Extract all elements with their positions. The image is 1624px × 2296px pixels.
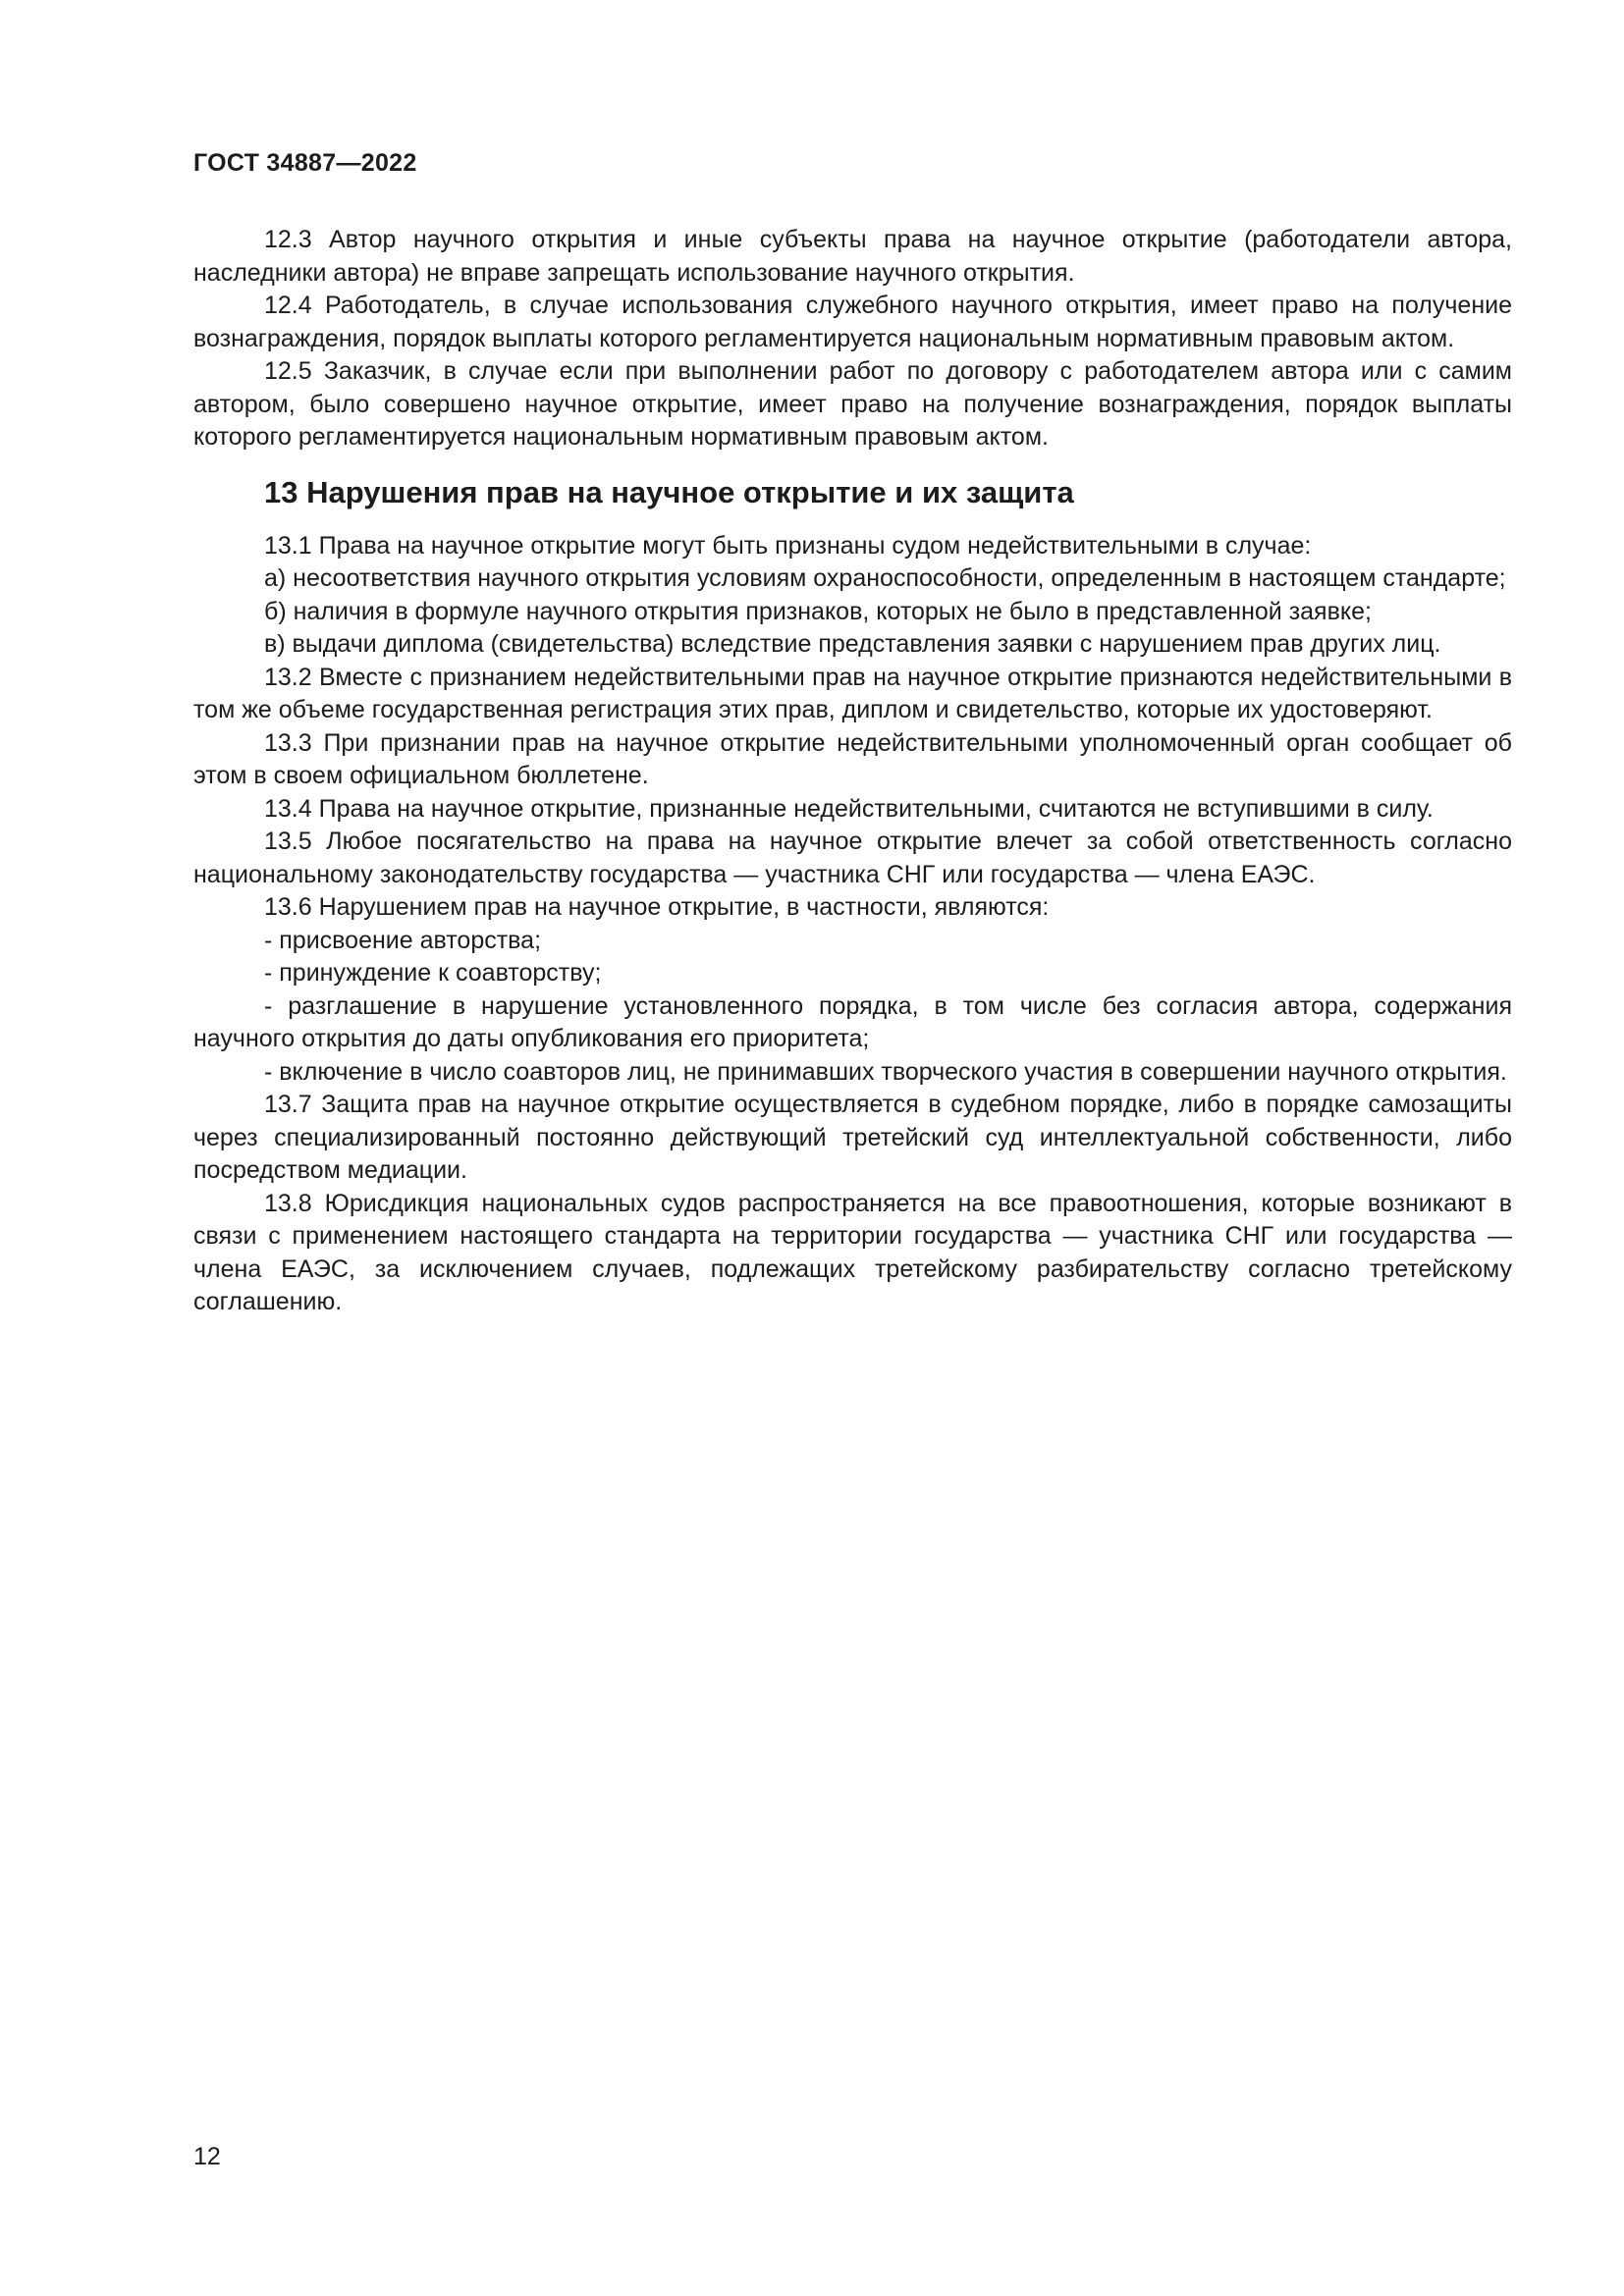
section-13-heading: 13 Нарушения прав на научное открытие и их защита [264,474,1074,509]
paragraph-13-6: 13.6 Нарушением прав на научное открытие, в частности, являются: [264,893,1050,921]
paragraph-12-5: 12.5 Заказчик, в случае если при выполнении работ по договору с работодателем автора или с самим автором, было совершено научное открытие, имеет право на получение вознаграждения, порядок выплаты которого регламентируется национальным нормативным правовым актом. [193,357,1512,451]
paragraph-13-2: 13.2 Вместе с признанием недействительными прав на научное открытие признаются недействительными в том же объеме государственная регистрация этих прав, диплом и свидетельство, которые их удостоверяют. [193,663,1512,723]
paragraph-13-3: 13.3 При признании прав на научное открытие недействительными уполномоченный орган сообщает об этом в своем официальном бюллетене. [193,728,1512,789]
paragraph-13-7: 13.7 Защита прав на научное открытие осуществляется в судебном порядке, либо в порядке самозащиты через специализированный постоянно действующий третейский суд интеллектуальной собственности, либо посредством медиации. [193,1091,1512,1184]
list-item-13-6-1: - присвоение авторства; [264,926,542,954]
page-number: 12 [193,2143,221,2170]
paragraph-13-8: 13.8 Юрисдикция национальных судов распространяется на все правоотношения, которые возникают в связи с применением настоящего стандарта на территории государства — участника СНГ или государства — члена ЕАЭС, за исключением случаев, подлежащих третейскому разбирательству согласно третейскому соглашению. [193,1189,1512,1315]
paragraph-13-1-c: в) выдачи диплома (свидетельства) вследствие представления заявки с нарушением прав других лиц. [264,630,1441,658]
list-item-13-6-2: - принуждение к соавторству; [264,959,602,987]
page-content [193,224,1512,1319]
paragraph-12-4: 12.4 Работодатель, в случае использования служебного научного открытия, имеет право на получение вознаграждения, порядок выплаты которого регламентируется национальным нормативным правовым актом. [193,292,1512,352]
paragraph-12-3: 12.3 Автор научного открытия и иные субъекты права на научное открытие (работодатели автора, наследники автора) не вправе запрещать использование научного открытия. [193,226,1512,287]
paragraph-13-5: 13.5 Любое посягательство на права на научное открытие влечет за собой ответственность согласно национальному законодательству государства — участника СНГ или государства — члена ЕАЭС. [193,828,1512,888]
list-item-13-6-3: - разглашение в нарушение установленного порядка, в том числе без согласия автора, содержания научного открытия до даты опубликования его приоритета; [193,991,1512,1052]
list-item-13-6-4: - включение в число соавторов лиц, не принимавших творческого участия в совершении научного открытия. [264,1057,1507,1086]
paragraph-13-4: 13.4 Права на научное открытие, признанные недействительными, считаются не вступившими в силу. [264,794,1434,823]
paragraph-13-1-a: а) несоответствия научного открытия условиям охраноспособности, определенным в настоящем стандарте; [264,564,1506,592]
paragraph-13-1: 13.1 Права на научное открытие могут быть признаны судом недействительными в случае: [264,531,1312,560]
document-header-standard-id: ГОСТ 34887—2022 [193,149,417,177]
paragraph-13-1-b: б) наличия в формуле научного открытия признаков, которых не было в представленной заявке; [264,597,1372,625]
